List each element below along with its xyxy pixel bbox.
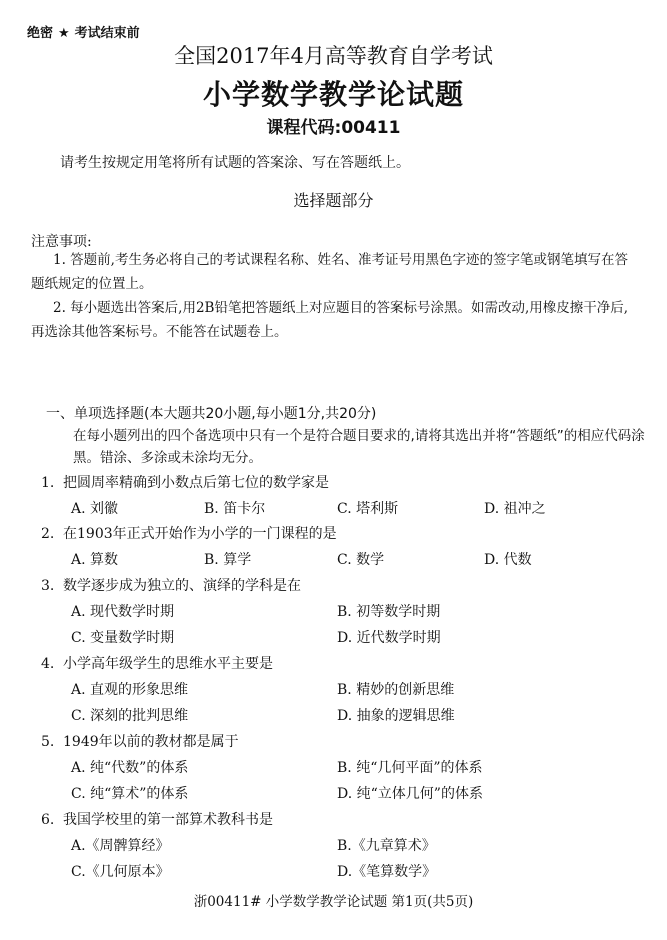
question-text: 我国学校里的第一部算术教科书是 xyxy=(63,812,273,828)
course-code: 课程代码:00411 xyxy=(266,118,401,138)
q4-option-d: D. 抽象的逻辑思维 xyxy=(337,708,455,724)
q3-option-a: A. 现代数学时期 xyxy=(71,604,175,620)
q4-option-a: A. 直观的形象思维 xyxy=(71,682,189,698)
q6-option-d: D.《笔算数学》 xyxy=(337,864,437,880)
confidential-label: 绝密 xyxy=(27,26,54,41)
q2-option-b: B. 算学 xyxy=(204,552,252,568)
part1-description: 在每小题列出的四个备选项中只有一个是符合题目要求的,请将其选出并将“答题纸”的相应代码涂黑。错涂、多涂或未涂均无分。 xyxy=(73,428,645,466)
question-4 xyxy=(41,653,273,673)
question-number: 1. xyxy=(41,475,55,491)
q6-option-b: B.《九章算术》 xyxy=(337,838,436,854)
q6-option-a: A.《周髀算经》 xyxy=(71,838,170,854)
page-title: 小学数学教学论试题 xyxy=(202,78,464,111)
question-number: 6. xyxy=(41,812,55,828)
q1-option-c: C. 塔利斯 xyxy=(337,501,399,517)
note-item-1: 1. 答题前,考生务必将自己的考试课程名称、姓名、准考证号用黑色字迹的签字笔或钢笔填写在答题纸规定的位置上。 xyxy=(31,252,628,292)
question-text: 把圆周率精确到小数点后第七位的数学家是 xyxy=(63,475,329,491)
q3-option-d: D. 近代数学时期 xyxy=(337,630,441,646)
question-text: 1949年以前的教材都是属于 xyxy=(63,734,239,750)
question-text: 小学高年级学生的思维水平主要是 xyxy=(63,656,273,672)
section-title: 选择题部分 xyxy=(293,191,374,210)
question-text: 数学逐步成为独立的、演绎的学科是在 xyxy=(63,578,301,594)
note-item-2: 2. 每小题选出答案后,用2B铅笔把答题纸上对应题目的答案标号涂黑。如需改动,用橡皮擦干净后,再选涂其他答案标号。不能答在试题卷上。 xyxy=(31,300,629,340)
question-number: 2. xyxy=(41,526,55,542)
q2-option-c: C. 数学 xyxy=(337,552,385,568)
q5-option-b: B. 纯“几何平面”的体系 xyxy=(337,760,483,776)
q1-option-a: A. 刘徽 xyxy=(71,501,119,517)
question-number: 3. xyxy=(41,578,55,594)
q4-option-c: C. 深刻的批判思维 xyxy=(71,708,189,724)
q3-option-b: B. 初等数学时期 xyxy=(337,604,441,620)
question-6 xyxy=(41,809,273,829)
confidential-note: 考试结束前 xyxy=(74,26,140,41)
answer-instruction: 请考生按规定用笔将所有试题的答案涂、写在答题纸上。 xyxy=(60,155,410,171)
part1-heading: 一、单项选择题(本大题共20小题,每小题1分,共20分) xyxy=(46,406,377,422)
star-icon: ★ xyxy=(58,26,70,41)
q3-option-c: C. 变量数学时期 xyxy=(71,630,175,646)
q1-option-d: D. 祖冲之 xyxy=(484,501,546,517)
q5-option-c: C. 纯“算术”的体系 xyxy=(71,786,189,802)
confidential-mark xyxy=(27,22,140,41)
notes-title: 注意事项: xyxy=(31,234,92,250)
q5-option-a: A. 纯“代数”的体系 xyxy=(71,760,189,776)
q5-option-d: D. 纯“立体几何”的体系 xyxy=(337,786,483,802)
question-2 xyxy=(41,523,337,543)
question-number: 5. xyxy=(41,734,55,750)
q4-option-b: B. 精妙的创新思维 xyxy=(337,682,455,698)
q6-option-c: C.《几何原本》 xyxy=(71,864,170,880)
question-1 xyxy=(41,472,329,492)
q2-option-a: A. 算数 xyxy=(71,552,119,568)
question-text: 在1903年正式开始作为小学的一门课程的是 xyxy=(63,526,337,542)
exam-name: 全国2017年4月高等教育自学考试 xyxy=(174,44,493,68)
question-3 xyxy=(41,575,301,595)
question-5 xyxy=(41,731,239,751)
question-number: 4. xyxy=(41,656,55,672)
q2-option-d: D. 代数 xyxy=(484,552,532,568)
page-footer: 浙00411# 小学数学教学论试题 第1页(共5页) xyxy=(193,894,474,910)
q1-option-b: B. 笛卡尔 xyxy=(204,501,266,517)
